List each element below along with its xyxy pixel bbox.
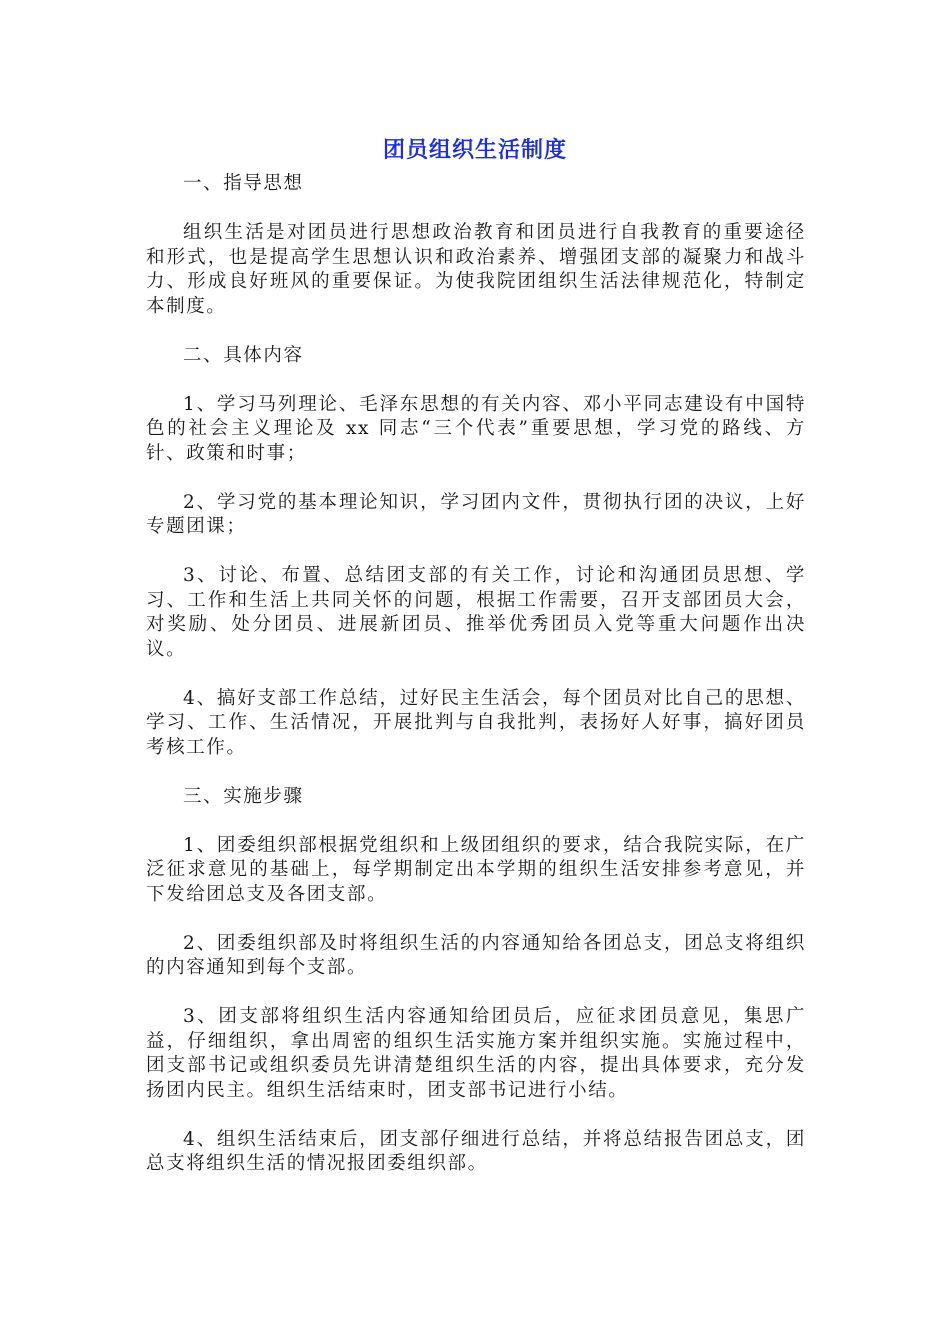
section-heading-specific-content: 二、具体内容 xyxy=(183,344,304,366)
document-title: 团员组织生活制度 xyxy=(382,138,567,163)
body-paragraph: 1、学习马列理论、毛泽东思想的有关内容、邓小平同志建设有中国特色的社会主义理论及 xx 同志“三个代表”重要思想，学习党的路线、方针、政策和时事； xyxy=(146,393,806,464)
body-paragraph: 4、组织生活结束后，团支部仔细进行总结，并将总结报告团总支，团总支将组织生活的情况报团委组织部。 xyxy=(146,1128,806,1174)
body-paragraph: 组织生活是对团员进行思想政治教育和团员进行自我教育的重要途径和形式，也是提高学生思想认识和政治素养、增强团支部的凝聚力和战斗力、形成良好班风的重要保证。为使我院团组织生活法律规范化，特制定本制度。 xyxy=(146,222,806,317)
body-paragraph: 4、搞好支部工作总结，过好民主生活会，每个团员对比自己的思想、学习、工作、生活情况，开展批判与自我批判，表扬好人好事，搞好团员考核工作。 xyxy=(146,687,806,758)
section-heading-guiding-ideology: 一、指导思想 xyxy=(183,173,304,194)
section-heading-implementation-steps: 三、实施步骤 xyxy=(183,785,304,807)
document-body xyxy=(146,172,806,1201)
body-paragraph: 2、团委组织部及时将组织生活的内容通知给各团总支，团总支将组织的内容通知到每个支部。 xyxy=(146,932,806,978)
body-paragraph: 1、团委组织部根据党组织和上级团组织的要求，结合我院实际，在广泛征求意见的基础上，每学期制定出本学期的组织生活安排参考意见，并下发给团总支及各团支部。 xyxy=(146,834,806,905)
body-paragraph: 3、讨论、布置、总结团支部的有关工作，讨论和沟通团员思想、学习、工作和生活上共同关怀的问题，根据工作需要，召开支部团员大会，对奖励、处分团员、进展新团员、推举优秀团员入党等重大问题作出决议。 xyxy=(146,565,806,660)
body-paragraph: 3、团支部将组织生活内容通知给团员后，应征求团员意见，集思广益，仔细组织，拿出周密的组织生活实施方案并组织实施。实施过程中，团支部书记或组织委员先讲清楚组织生活的内容，提出具体要求，充分发扬团内民主。组织生活结束时，团支部书记进行小结。 xyxy=(146,1006,806,1101)
body-paragraph: 2、学习党的基本理论知识，学习团内文件，贯彻执行团的决议，上好专题团课； xyxy=(146,491,806,537)
